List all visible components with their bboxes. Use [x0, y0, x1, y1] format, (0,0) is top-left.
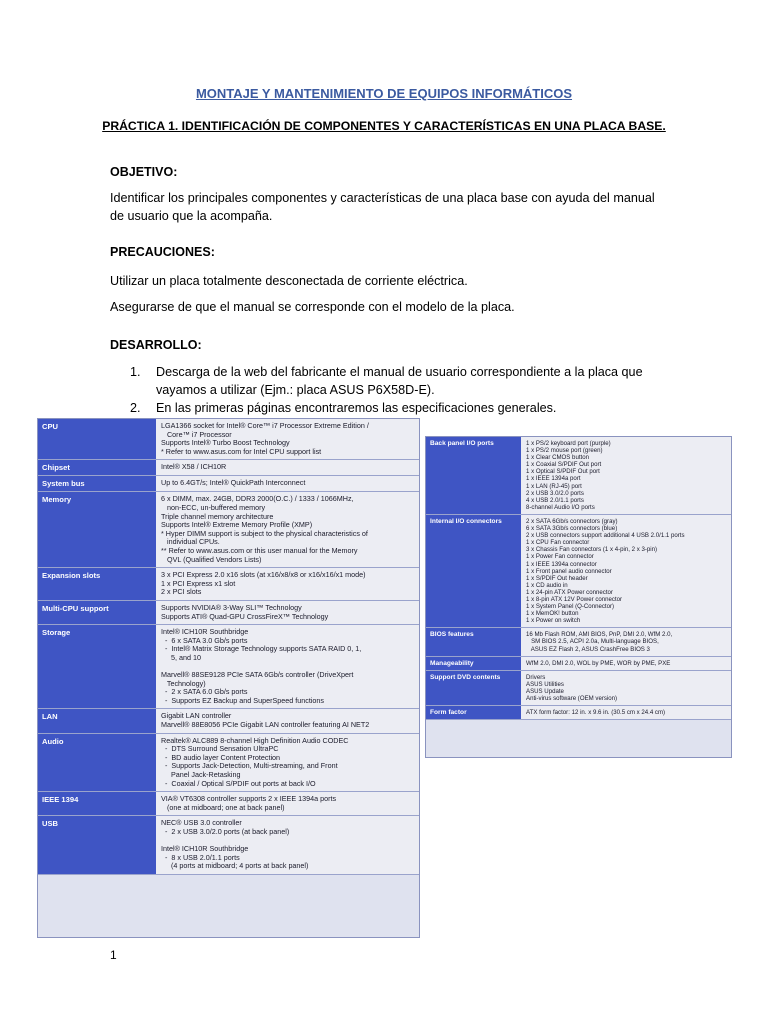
spec-line: 1 x S/PDIF Out header: [526, 574, 588, 582]
spec-line: ASUS Update: [526, 687, 564, 695]
spec-line: 1 x Optical S/PDIF Out port: [526, 468, 600, 476]
spec-line: 1 x PS/2 mouse port (green): [526, 447, 603, 455]
spec-row: [38, 601, 419, 625]
spec-label: Chipset: [38, 460, 156, 475]
spec-line: 2 x USB connectors support additional 4 USB 2.0/1.1 ports: [526, 532, 685, 540]
spec-line: 1 x Power on switch: [526, 617, 581, 625]
spec-line: 1 x LAN (RJ-45) port: [526, 482, 582, 490]
spec-line: Anti-virus software (OEM version): [526, 695, 618, 702]
spec-row: [38, 419, 419, 460]
spec-value: [156, 625, 419, 708]
spec-line: Intel® X58 / ICH10R: [161, 463, 227, 472]
spec-line: VIA® VT6308 controller supports 2 x IEEE 1394a ports: [161, 795, 337, 804]
specifications-image-right: [425, 436, 732, 758]
list-number: 1.: [130, 365, 141, 379]
spec-line: 3 x PCI Express 2.0 x16 slots (at x16/x8/x8 or x16/x16/x1 mode): [161, 571, 366, 580]
spec-line: * Hyper DIMM support is subject to the physical characteristics of: [161, 529, 368, 538]
spec-line: 1 x IEEE 1394a port: [526, 475, 581, 483]
spec-line: Marvell® 88SE9128 PCIe SATA 6Gb/s controller (DriveXpert: [161, 671, 354, 680]
spec-line: - Coaxial / Optical S/PDIF out ports at back I/O: [161, 779, 316, 788]
spec-line: Drivers: [526, 673, 546, 681]
spec-line: 1 x Front panel audio connector: [526, 567, 612, 575]
spec-label: System bus: [38, 476, 156, 491]
spec-value: [521, 671, 731, 705]
spec-line: 1 x CD audio in: [526, 581, 568, 589]
spec-line: Intel® ICH10R Southbridge: [161, 628, 249, 637]
spec-label: Audio: [38, 734, 156, 792]
spec-label: CPU: [38, 419, 156, 459]
spec-label: Multi-CPU support: [38, 601, 156, 624]
spec-label: BIOS features: [426, 628, 521, 655]
spec-line: - BD audio layer Content Protection: [161, 753, 281, 762]
spec-line: ASUS EZ Flash 2, ASUS CrashFree BIOS 3: [526, 645, 650, 653]
spec-line: [161, 837, 414, 846]
spec-line: ** Refer to www.asus.com or this user manual for the Memory: [161, 546, 358, 555]
spec-line: ASUS Utilities: [526, 680, 564, 688]
spec-label: Expansion slots: [38, 568, 156, 600]
precauciones-heading: PRECAUCIONES:: [110, 245, 215, 259]
spec-label: Back panel I/O ports: [426, 437, 521, 514]
spec-line: WfM 2.0, DMI 2.0, WOL by PME, WOR by PME, PXE: [526, 659, 671, 667]
spec-line: LGA1366 socket for Intel® Core™ i7 Processor Extreme Edition /: [161, 422, 369, 430]
spec-value: [156, 734, 419, 792]
spec-row: [426, 628, 731, 656]
spec-row: [38, 476, 419, 492]
spec-value: [156, 419, 419, 459]
spec-value: [521, 437, 731, 514]
spec-row: [426, 706, 731, 720]
list-text: Descarga de la web del fabricante el manual de usuario correspondiente a la placa que vayamos a utilizar (Ejm.: placa ASUS P6X58D-E).: [156, 365, 643, 397]
spec-line: Panel Jack-Retasking: [161, 771, 241, 779]
page-number: 1: [110, 948, 117, 962]
spec-line: 1 x IEEE 1394a connector: [526, 560, 597, 568]
spec-label: USB: [38, 816, 156, 874]
spec-line: Supports Intel® Turbo Boost Technology: [161, 439, 290, 448]
practice-title: PRÁCTICA 1. IDENTIFICACIÓN DE COMPONENTES Y CARACTERÍSTICAS EN UNA PLACA BASE.: [102, 119, 666, 133]
spec-line: (one at midboard; one at back panel): [161, 803, 285, 812]
spec-line: - Supports EZ Backup and SuperSpeed functions: [161, 696, 325, 705]
spec-row: [38, 734, 419, 793]
spec-label: Storage: [38, 625, 156, 708]
spec-label: LAN: [38, 709, 156, 732]
spec-value: [521, 706, 731, 719]
spec-line: 1 x 8-pin ATX 12V Power connector: [526, 595, 623, 603]
spec-line: Gigabit LAN controller: [161, 712, 232, 721]
spec-line: - Supports Jack-Detection, Multi-streaming, and Front: [161, 762, 338, 771]
spec-row: [426, 657, 731, 671]
spec-line: - 2 x USB 3.0/2.0 ports (at back panel): [161, 827, 290, 836]
list-number: 2.: [130, 401, 141, 415]
spec-label: Memory: [38, 492, 156, 567]
spec-value: [521, 657, 731, 670]
spec-label: IEEE 1394: [38, 792, 156, 815]
spec-line: Realtek® ALC889 8-channel High Definition Audio CODEC: [161, 736, 349, 745]
spec-line: 1 x Power Fan connector: [526, 553, 594, 561]
spec-row: [426, 671, 731, 706]
spec-line: 1 x PCI Express x1 slot: [161, 579, 236, 588]
spec-line: non-ECC, un-buffered memory: [161, 503, 266, 512]
spec-line: ATX form factor: 12 in. x 9.6 in. (30.5 cm x 24.4 cm): [526, 709, 666, 717]
spec-row: [38, 792, 419, 816]
list-text: En las primeras páginas encontraremos las especificaciones generales.: [156, 401, 557, 415]
spec-row: [38, 709, 419, 733]
spec-line: 2 x PCI slots: [161, 588, 202, 597]
spec-line: individual CPUs.: [161, 538, 220, 547]
spec-row: [38, 568, 419, 601]
spec-line: - DTS Surround Sensation UltraPC: [161, 745, 279, 754]
spec-line: 1 x CPU Fan connector: [526, 539, 590, 547]
desarrollo-heading: DESARROLLO:: [110, 338, 202, 352]
precaucion-2: Asegurarse de que el manual se corresponde con el modelo de la placa.: [110, 300, 515, 314]
spec-line: QVL (Qualified Vendors Lists): [161, 555, 262, 564]
precaucion-1: Utilizar un placa totalmente desconectada de corriente eléctrica.: [110, 274, 468, 288]
spec-line: 6 x DIMM, max. 24GB, DDR3 2000(O.C.) / 1333 / 1066MHz,: [161, 495, 354, 504]
spec-line: - 8 x USB 2.0/1.1 ports: [161, 853, 240, 862]
spec-line: Supports NVIDIA® 3-Way SLI™ Technology: [161, 603, 302, 612]
spec-label: Form factor: [426, 706, 521, 719]
spec-line: Triple channel memory architecture: [161, 512, 274, 521]
spec-line: - 6 x SATA 3.0 Gb/s ports: [161, 636, 248, 645]
objetivo-text: Identificar los principales componentes y características de una placa base con ayuda del manual de usuario que la acompaña.: [110, 191, 655, 223]
spec-row: [38, 460, 419, 476]
spec-row: [38, 816, 419, 875]
spec-line: Up to 6.4GT/s; Intel® QuickPath Interconnect: [161, 479, 306, 488]
spec-line: 6 x SATA 3Gb/s connectors (blue): [526, 525, 618, 533]
objetivo-heading: OBJETIVO:: [110, 165, 178, 179]
spec-value: [156, 492, 419, 567]
spec-line: 2 x USB 3.0/2.0 ports: [526, 489, 584, 497]
spec-line: * Refer to www.asus.com for Intel CPU support list: [161, 447, 322, 456]
spec-line: 16 Mb Flash ROM, AMI BIOS, PnP, DMI 2.0, WfM 2.0,: [526, 631, 673, 639]
spec-line: 1 x System Panel (Q-Connector): [526, 603, 615, 611]
specifications-image-left: [37, 418, 420, 938]
document-title: MONTAJE Y MANTENIMIENTO DE EQUIPOS INFORMÁTICOS: [195, 86, 573, 101]
spec-row: [426, 437, 731, 515]
spec-line: Intel® ICH10R Southbridge: [161, 845, 249, 854]
spec-line: SM BIOS 2.5, ACPI 2.0a, Multi-language BIOS,: [526, 638, 659, 646]
spec-line: Technology): [161, 679, 206, 688]
spec-value: [156, 816, 419, 874]
spec-line: 4 x USB 2.0/1.1 ports: [526, 496, 584, 504]
spec-line: - 2 x SATA 6.0 Gb/s ports: [161, 688, 248, 697]
spec-line: 8-channel Audio I/O ports: [526, 503, 595, 511]
spec-line: Supports ATI® Quad-GPU CrossFireX™ Technology: [161, 612, 329, 621]
spec-label: Manageability: [426, 657, 521, 670]
spec-line: Supports Intel® Extreme Memory Profile (XMP): [161, 521, 313, 530]
spec-line: NEC® USB 3.0 controller: [161, 819, 242, 828]
spec-value: [156, 568, 419, 600]
spec-line: 1 x PS/2 keyboard port (purple): [526, 440, 611, 447]
spec-line: 1 x Clear CMOS button: [526, 454, 589, 462]
spec-value: [521, 628, 731, 655]
spec-line: 1 x Coaxial S/PDIF Out port: [526, 461, 602, 469]
spec-value: [521, 515, 731, 627]
spec-line: Marvell® 88E8056 PCIe Gigabit LAN controller featuring AI NET2: [161, 721, 370, 730]
spec-row: [38, 625, 419, 709]
spec-line: 1 x MemOK! button: [526, 610, 579, 618]
spec-value: [156, 476, 419, 491]
spec-line: 2 x SATA 6Gb/s connectors (gray): [526, 517, 618, 525]
spec-line: Core™ i7 Processor: [161, 430, 232, 439]
spec-row: [38, 492, 419, 568]
spec-row: [426, 515, 731, 628]
spec-line: [161, 662, 414, 671]
spec-value: [156, 709, 419, 732]
spec-line: 3 x Chassis Fan connectors (1 x 4-pin, 2 x 3-pin): [526, 546, 658, 554]
spec-line: (4 ports at midboard; 4 ports at back panel): [161, 862, 309, 871]
spec-value: [156, 460, 419, 475]
spec-line: - Intel® Matrix Storage Technology supports SATA RAID 0, 1,: [161, 645, 362, 654]
spec-label: Internal I/O connectors: [426, 515, 521, 627]
spec-line: 5, and 10: [161, 653, 201, 662]
spec-line: 1 x 24-pin ATX Power connector: [526, 588, 613, 596]
spec-label: Support DVD contents: [426, 671, 521, 705]
spec-value: [156, 792, 419, 815]
spec-value: [156, 601, 419, 624]
